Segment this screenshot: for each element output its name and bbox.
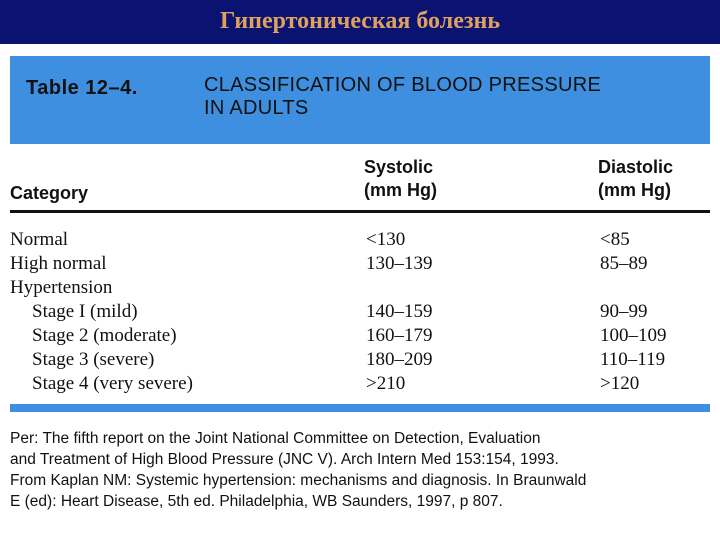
row-category: Stage I (mild) bbox=[32, 301, 138, 322]
column-header-systolic bbox=[364, 156, 437, 202]
table-body bbox=[10, 228, 710, 396]
row-diastolic: 100–109 bbox=[600, 325, 667, 346]
row-category: High normal bbox=[10, 253, 107, 274]
table-row bbox=[10, 276, 710, 300]
column-header-category: Category bbox=[10, 183, 89, 203]
table-row bbox=[10, 324, 710, 348]
row-systolic: <130 bbox=[366, 229, 406, 250]
row-diastolic: <85 bbox=[600, 229, 630, 250]
column-header-diastolic bbox=[598, 156, 673, 202]
citation-line-4: E (ed): Heart Disease, 5th ed. Philadelphia, WB Saunders, 1997, p 807. bbox=[10, 493, 503, 510]
row-category: Stage 3 (severe) bbox=[32, 349, 155, 370]
citation-line-1: Per: The fifth report on the Joint National Committee on Detection, Evaluation bbox=[10, 430, 541, 447]
systolic-header-line-2: (mm Hg) bbox=[364, 180, 437, 200]
row-category: Hypertension bbox=[10, 277, 113, 298]
row-systolic: 140–159 bbox=[366, 301, 433, 322]
slide-title: Гипертоническая болезнь bbox=[219, 8, 501, 34]
systolic-header-line-1: Systolic bbox=[364, 157, 434, 177]
row-diastolic: 90–99 bbox=[600, 301, 648, 322]
row-category: Stage 4 (very severe) bbox=[32, 373, 193, 394]
table-row bbox=[10, 348, 710, 372]
row-diastolic: 110–119 bbox=[600, 349, 666, 370]
row-systolic: 160–179 bbox=[366, 325, 433, 346]
citation bbox=[10, 428, 710, 512]
row-systolic: >210 bbox=[366, 373, 406, 394]
row-diastolic: >120 bbox=[600, 373, 640, 394]
scanned-table-image bbox=[0, 44, 720, 540]
header-rule bbox=[10, 210, 710, 213]
diastolic-header-line-2: (mm Hg) bbox=[598, 180, 671, 200]
row-category: Normal bbox=[10, 229, 69, 250]
citation-line-2: and Treatment of High Blood Pressure (JNC V). Arch Intern Med 153:154, 1993. bbox=[10, 451, 559, 468]
citation-line-3: From Kaplan NM: Systemic hypertension: mechanisms and diagnosis. In Braunwald bbox=[10, 472, 587, 489]
table-title-line-1: CLASSIFICATION OF BLOOD PRESSURE bbox=[204, 74, 602, 96]
table-title bbox=[204, 74, 674, 120]
table-row bbox=[10, 300, 710, 324]
row-systolic: 130–139 bbox=[366, 253, 433, 274]
table-number: Table 12–4. bbox=[26, 77, 138, 99]
table-row bbox=[10, 228, 710, 252]
table-title-line-2: IN ADULTS bbox=[204, 97, 309, 119]
row-diastolic: 85–89 bbox=[600, 253, 648, 274]
diastolic-header-line-1: Diastolic bbox=[598, 157, 674, 177]
table-row bbox=[10, 372, 710, 396]
row-category: Stage 2 (moderate) bbox=[32, 325, 177, 346]
table-footer-band bbox=[10, 404, 710, 412]
table-row bbox=[10, 252, 710, 276]
row-systolic: 180–209 bbox=[366, 349, 433, 370]
